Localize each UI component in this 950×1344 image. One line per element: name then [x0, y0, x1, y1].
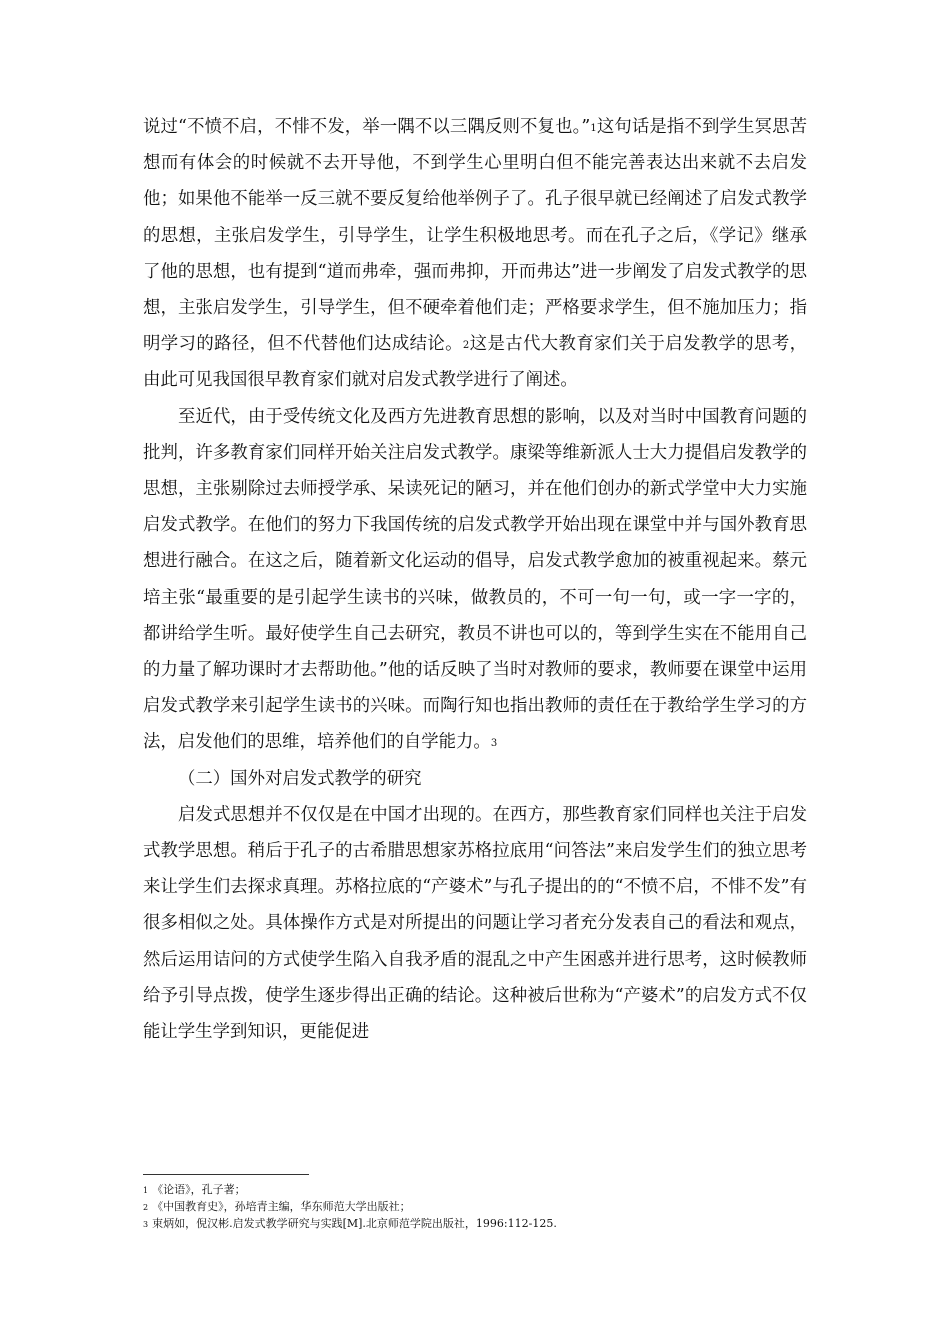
footnote-text: 《中国教育史》，孙培青主编，华东师范大学出版社； [152, 1200, 411, 1213]
paragraph-western: 启发式思想并不仅仅是在中国才出现的。在西方，那些教育家们同样也关注于启发式教学思想。稍后于孔子的古希腊思想家苏格拉底用“问答法”来启发学生们的独立思考来让学生们去探求真理。苏格拉底的“产婆术”与孔子提出的的“不愤不启，不悱不发”有很多相似之处。具体操作方式是对所提出的问题让学习者充分发表自己的看法和观点，然后运用诘问的方式使学生陷入自我矛盾的混乱之中产生困惑并进行思考，这时候教师给予引导点拨，使学生逐步得出正确的结论。这种被后世称为“产婆术”的启发方式不仅能让学生学到知识，更能促进 [143, 804, 807, 1043]
footnote-1 [143, 1181, 807, 1198]
footnote-ref-2: 2 [462, 340, 470, 352]
section-heading: （二）国外对启发式教学的研究 [178, 768, 422, 789]
footnote-text: 束炳如，倪汉彬.启发式教学研究与实践[M].北京师范学院出版社，1996:112-125. [152, 1217, 557, 1230]
paragraph-text: 这是古代大教育家们关于启发教学的思考，由此可见我国很早教育家们就对启发式教学进行了阐述。 [143, 334, 807, 391]
footnote-ref-3: 3 [490, 738, 498, 750]
footnote-text: 《论语》，孔子著； [152, 1183, 246, 1196]
footnote-ref-1: 1 [590, 123, 597, 134]
footnote-number: 1 [143, 1186, 149, 1195]
paragraph-modern-china [143, 399, 807, 761]
body-text [143, 109, 807, 1050]
paragraph-text: 至近代，由于受传统文化及西方先进教育思想的影响，以及对当时中国教育问题的批判，许多教育家们同样开始关注启发式教学。康梁等维新派人士大力提倡启发教学的思想，主张剔除过去师授学承、呆读死记的陋习，并在他们创办的新式学堂中大力实施启发式教学。在他们的努力下我国传统的启发式教学开始出现在课堂中并与国外教育思想进行融合。在这之后，随着新文化运动的倡导，启发式教学愈加的被重视起来。蔡元培主张“最重要的是引起学生读书的兴味，做教员的，不可一句一句，或一字一字的，都讲给学生听。最好使学生自己去研究，教员不讲也可以的，等到学生实在不能用自己的力量了解功课时才去帮助他。”他的话反映了当时对教师的要求，教师要在课堂中运用启发式教学来引起学生读书的兴味。而陶行知也指出教师的责任在于教给学生学习的方法，启发他们的思维，培养他们的自学能力。 [143, 406, 807, 753]
footnote-3 [143, 1215, 807, 1232]
footnote-number: 2 [143, 1203, 149, 1212]
footnote-number: 3 [143, 1220, 149, 1229]
footnotes [143, 1181, 807, 1232]
footnote-2 [143, 1198, 807, 1215]
paragraph-text: 这句话是指不到学生冥思苦想而有体会的时候就不去开导他，不到学生心里明白但不能完善表达出来就不去启发他；如果他不能举一反三就不要反复给他举例子了。孔子很早就已经阐述了启发式教学的思想，主张启发学生，引导学生，让学生积极地思考。而在孔子之后，《学记》继承了他的思想，也有提到“道而弗牵，强而弗抑，开而弗达”进一步阐发了启发式教学的思想，主张启发学生，引导学生，但不硬牵着他们走；严格要求学生，但不施加压力；指明学习的路径，但不代替他们达成结论。 [143, 117, 807, 355]
paragraph-text: 说过“不愤不启，不悱不发，举一隅不以三隅反则不复也。” [143, 117, 591, 137]
footnote-divider [143, 1174, 309, 1175]
paragraph-confucius [143, 109, 807, 399]
